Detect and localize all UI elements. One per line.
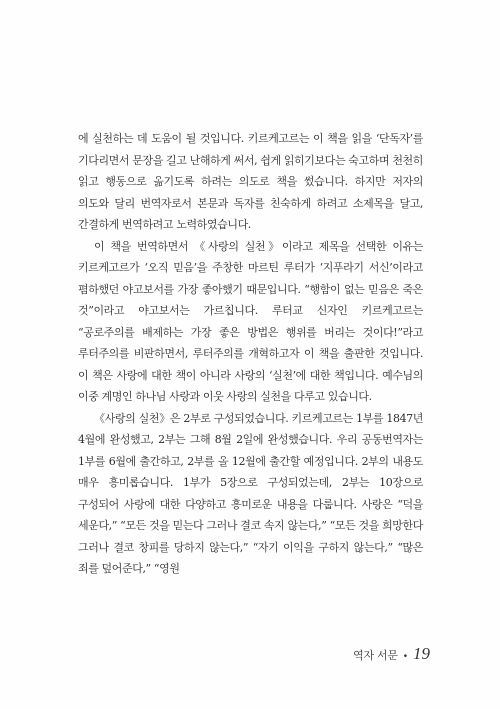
- body-text: [78, 128, 423, 580]
- running-footer-title: 역자 서문: [353, 649, 398, 662]
- footer-bullet: •: [402, 652, 408, 662]
- page-footer: [353, 644, 430, 664]
- paragraph-continuation: 에 실천하는 데 도움이 될 것입니다. 키르케고르는 이 책을 읽을 ‘단독자’를 기다리면서 문장을 길고 난해하게 써서, 쉽게 읽히기보다는 숙고하며 천천히 읽고 행동으로 옮기도록 하려는 의도로 책을 썼습니다. 하지만 저자의 의도와 달리 번역자로서 본문과 독자를 친숙하게 하려고 소제목을 달고, 간결하게 번역하려고 노력하였습니다.: [78, 132, 423, 231]
- paragraph-title-reason: 이 책을 번역하면서 《사랑의 실천》이라고 제목을 선택한 이유는 키르케고르가 ‘오직 믿음’을 주창한 마르틴 루터가 ‘지푸라기 서신’이라고 폄하했던 야고보서를 가장 좋아했기 때문입니다. “행함이 없는 믿음은 죽은 것”이라고 야고보서는 가르칩니다. 루터교 신자인 키르케고르는 “공로주의를 배제하는 가장 좋은 방법은 행위를 버리는 것이다!”라고 루터주의를 비판하면서, 루터주의를 개혁하고자 이 책을 출판한 것입니다. 이 책은 사랑에 대한 책이 아니라 사랑의 ‘실천’에 대한 책입니다. 예수님의 이중 계명인 하나님 사랑과 이웃 사랑의 실천을 다루고 있습니다.: [78, 239, 423, 403]
- page-number: 19: [413, 644, 430, 663]
- paragraph-book-structure: 《사랑의 실천》은 2부로 구성되었습니다. 키르케고르는 1부를 1847년 4월에 완성했고, 2부는 그해 8월 2일에 완성했습니다. 우리 공동번역자는 1부를 6월에 출간하고, 2부를 올 12월에 출간할 예정입니다. 2부의 내용도 매우 흥미롭습니다. 1부가 5장으로 구성되었는데, 2부는 10장으로 구성되어 사랑에 대한 다양하고 흥미로운 내용을 다룹니다. 사랑은 “덕을 세운다,” “모든 것을 믿는다 그러나 결코 속지 않는다,” “모든 것을 희망한다 그러나 결코 창피를 당하지 않는다,” “자기 이익을 구하지 않는다,” “많은 죄를 덮어준다,” “영원: [78, 411, 423, 575]
